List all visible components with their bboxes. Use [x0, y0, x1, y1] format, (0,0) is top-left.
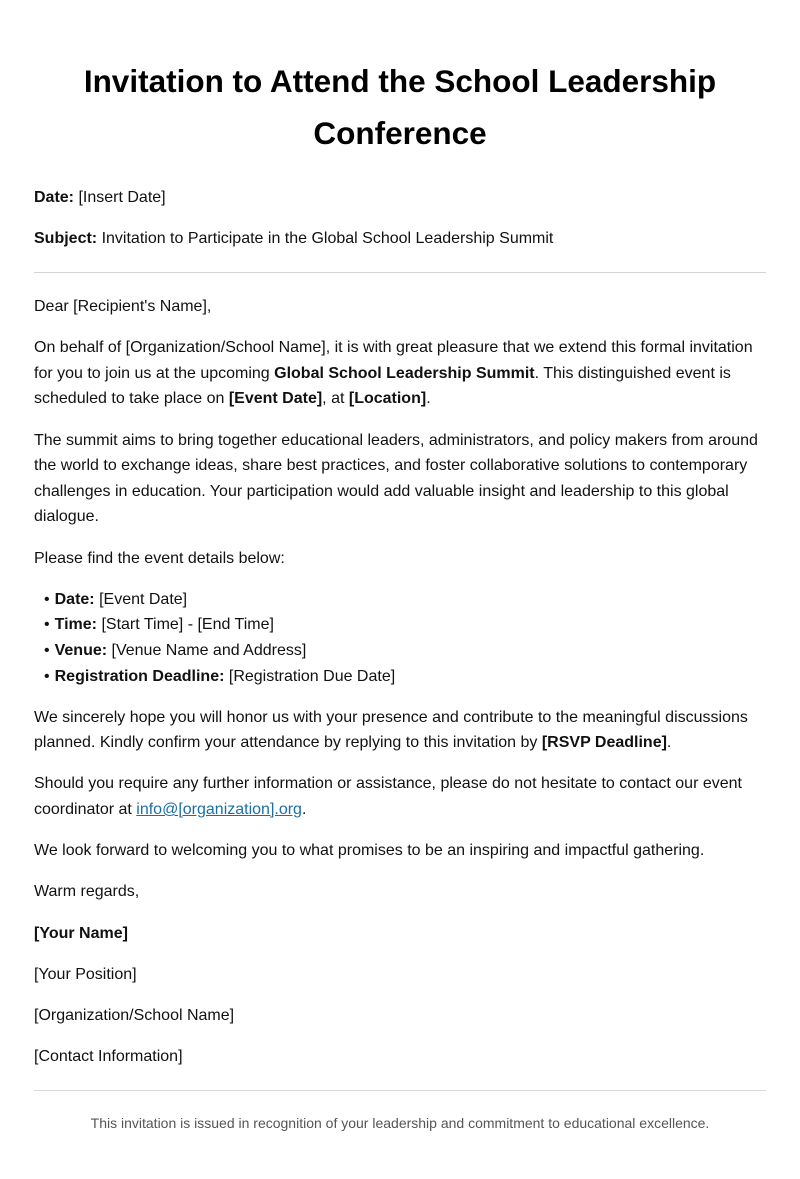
intro-text-4: .	[426, 390, 431, 408]
detail-value: [Venue Name and Address]	[107, 641, 307, 659]
detail-item-venue	[44, 638, 766, 664]
detail-label: Date:	[54, 590, 95, 608]
intro-text-2: . This distinguished event is scheduled to take place on	[34, 364, 731, 408]
event-details-list	[34, 587, 766, 689]
rsvp-text-1: We sincerely hope you will honor us with your presence and contribute to the meaningful discussions planned. Kindly confirm your attendance by replying to this invitation by	[34, 708, 748, 752]
subject-value: Invitation to Participate in the Global School Leadership Summit	[97, 230, 554, 247]
contact-email-link[interactable]: info@[organization].org	[136, 801, 302, 819]
detail-label: Venue:	[54, 641, 108, 659]
signature-name	[34, 921, 766, 947]
document-title: Invitation to Attend the School Leadership Conference	[83, 63, 717, 151]
rsvp-deadline: [RSVP Deadline]	[541, 734, 667, 752]
intro-paragraph	[34, 335, 766, 412]
signature-block	[34, 921, 766, 1070]
signature-organization: [Organization/School Name]	[34, 1007, 235, 1024]
closing-paragraph: We look forward to welcoming you to what promises to be an inspiring and impactful gathering.	[34, 842, 705, 860]
detail-value: [Registration Due Date]	[224, 667, 396, 685]
event-date: [Event Date]	[228, 390, 323, 408]
detail-item-deadline	[44, 664, 766, 690]
closing-salutation: Warm regards,	[34, 883, 140, 901]
contact-text-2: .	[301, 801, 307, 819]
header-divider	[34, 272, 766, 273]
detail-value: [Event Date]	[94, 590, 188, 608]
footer-note: This invitation is issued in recognition of your leadership and commitment to educational excellence.	[90, 1114, 710, 1131]
subject-line	[34, 226, 766, 252]
detail-item-date	[44, 587, 766, 613]
date-value: [Insert Date]	[74, 189, 166, 206]
detail-label: Time:	[54, 616, 97, 634]
detail-item-time	[44, 612, 766, 638]
date-label: Date:	[34, 189, 75, 206]
summit-paragraph: The summit aims to bring together educational leaders, administrators, and policy makers from around the world to exchange ideas, share best practices, and foster collaborative solutions to contemporary challenges in education. Your participation would add valuable insight and leadership to this global dialogue.	[34, 431, 758, 526]
intro-text-1: On behalf of [Organization/School Name], it is with great pleasure that we extend this formal invitation for you to join us at the upcoming	[34, 339, 753, 382]
details-intro: Please find the event details below:	[34, 549, 285, 567]
intro-text-3: , at	[322, 390, 349, 408]
event-name: Global School Leadership Summit	[274, 364, 535, 382]
signature-name-text: [Your Name]	[34, 924, 128, 942]
detail-value: [Start Time] - [End Time]	[97, 616, 274, 634]
event-location: [Location]	[348, 390, 427, 408]
contact-paragraph	[34, 771, 766, 822]
signature-position: [Your Position]	[34, 965, 137, 983]
rsvp-text-2: .	[666, 734, 672, 752]
contact-text-1: Should you require any further information or assistance, please do not hesitate to contact our event coordinator at	[34, 775, 742, 819]
signature-contact: [Contact Information]	[34, 1048, 183, 1066]
detail-label: Registration Deadline:	[54, 667, 225, 685]
rsvp-paragraph	[34, 705, 766, 756]
subject-label: Subject:	[34, 230, 98, 247]
footer-divider	[34, 1090, 766, 1091]
letter-body	[34, 294, 766, 1070]
greeting: Dear [Recipient's Name],	[34, 298, 212, 315]
date-line	[34, 185, 766, 211]
